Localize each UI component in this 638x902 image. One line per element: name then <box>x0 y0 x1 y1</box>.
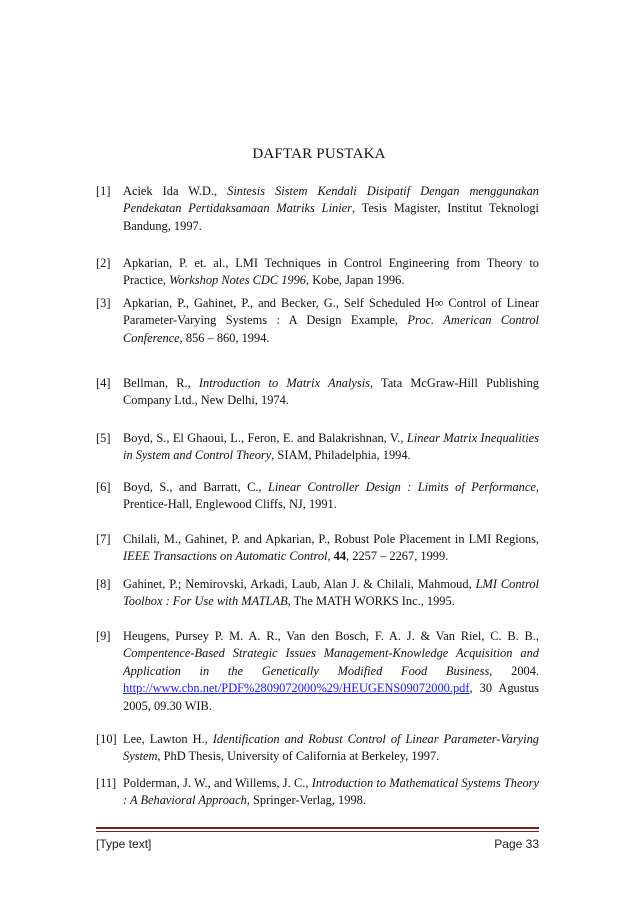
reference-segment: , PhD Thesis, University of California at Berkeley, 1997. <box>157 749 440 764</box>
reference-text <box>123 375 539 410</box>
reference-number: [7] <box>96 532 111 546</box>
reference-item <box>96 430 539 465</box>
reference-text <box>123 775 539 810</box>
reference-segment: Polderman, J. W., and Willems, J. C., <box>123 776 312 790</box>
reference-segment: Linear Matrix Inequalities in System and Control Theory <box>123 431 540 463</box>
reference-text <box>123 628 539 715</box>
footer-left-text: [Type text] <box>96 837 152 851</box>
reference-text <box>123 531 539 566</box>
footer-divider <box>96 827 539 829</box>
reference-segment: , 856 – 860, 1994. <box>179 330 270 345</box>
reference-text <box>123 430 539 465</box>
reference-segment: Proc. American Control Conference <box>123 313 539 345</box>
reference-segment: 44 <box>333 549 347 564</box>
reference-segment: LMI Control Toolbox : For Use with MATLAB <box>123 577 539 609</box>
reference-number: [4] <box>96 376 111 390</box>
reference-text <box>123 255 539 290</box>
reference-segment: , Tata McGraw-Hill Publishing Company Ltd., New Delhi, 1974. <box>123 376 539 408</box>
reference-segment: Heugens, Pursey P. M. A. R., Van den Bosch, F. A. J. & Van Riel, C. B. B., <box>123 629 539 643</box>
reference-segment: Introduction to Mathematical Systems Theory : A Behavioral Approach <box>123 776 540 808</box>
reference-number: [5] <box>96 431 111 445</box>
reference-segment: Introduction to Matrix Analysis <box>198 376 371 390</box>
reference-number: [8] <box>96 577 111 591</box>
reference-segment: Aciek Ida W.D., <box>123 184 228 198</box>
reference-number: [9] <box>96 629 111 643</box>
reference-segment: Compentence-Based Strategic Issues Management-Knowledge Acquisition and Application in the Genetically Modified Food Business <box>123 646 539 678</box>
footer-divider-thin <box>96 831 539 832</box>
reference-item <box>96 731 539 766</box>
reference-segment: , 30 Agustus 2005, 09.30 WIB. <box>123 681 539 713</box>
reference-segment: Chilali, M., Gahinet, P. and Apkarian, P., Robust Pole Placement in LMI Regions, <box>123 532 539 546</box>
reference-segment: , The MATH WORKS Inc., 1995. <box>287 594 455 609</box>
reference-text <box>123 479 539 514</box>
reference-item <box>96 479 539 514</box>
reference-segment: , 2004. <box>489 663 539 678</box>
reference-number: [11] <box>96 776 117 790</box>
reference-text <box>123 295 539 347</box>
reference-segment: Identification and Robust Control of Linear Parameter-Varying System <box>123 732 540 764</box>
reference-text <box>123 183 539 235</box>
reference-segment: , Springer-Verlag, 1998. <box>246 793 366 808</box>
reference-segment: Boyd, S., and Barratt, C., <box>123 480 268 494</box>
reference-segment: Sintesis Sistem Kendali Disipatif Dengan menggunakan Pendekatan Pertidaksamaan Matriks Linier <box>123 184 539 216</box>
reference-segment: , <box>327 549 334 564</box>
reference-segment: IEEE Transactions on Automatic Control <box>123 549 328 564</box>
reference-item <box>96 576 539 611</box>
reference-text <box>123 576 539 611</box>
reference-segment: , Kobe, Japan 1996. <box>306 273 405 288</box>
reference-item <box>96 775 539 810</box>
reference-text <box>123 731 539 766</box>
reference-segment: Apkarian, P., Gahinet, P., and Becker, G., Self Scheduled H∞ Control of Linear Parameter-Varying Systems : A Design Example, <box>123 296 539 328</box>
reference-item <box>96 628 539 715</box>
reference-number: [3] <box>96 296 111 310</box>
reference-segment: , SIAM, Philadelphia, 1994. <box>271 448 411 463</box>
reference-link[interactable]: http://www.cbn.net/PDF%2809072000%29/HEUGENS09072000.pdf <box>123 681 470 696</box>
reference-item <box>96 255 539 290</box>
page-number: Page 33 <box>494 837 539 851</box>
reference-segment: , Tesis Magister, Institut Teknologi Bandung, 1997. <box>123 201 539 233</box>
page-title: DAFTAR PUSTAKA <box>252 146 386 162</box>
reference-segment: Workshop Notes CDC 1996 <box>169 273 306 288</box>
reference-segment: Apkarian, P. et. al., LMI Techniques in Control Engineering from Theory to Practice, <box>123 256 539 288</box>
reference-item <box>96 375 539 410</box>
reference-item <box>96 295 539 347</box>
reference-segment: Linear Controller Design : Limits of Performance <box>267 480 536 494</box>
reference-number: [10] <box>96 732 117 746</box>
reference-number: [1] <box>96 184 111 198</box>
reference-item <box>96 531 539 566</box>
reference-segment: Lee, Lawton H., <box>123 732 213 746</box>
reference-segment: , 2257 – 2267, 1999. <box>346 549 449 564</box>
reference-segment: Gahinet, P.; Nemirovski, Arkadi, Laub, Alan J. & Chilali, Mahmoud, <box>123 577 476 591</box>
reference-segment: Bellman, R., <box>123 376 199 390</box>
reference-number: [2] <box>96 256 111 270</box>
reference-number: [6] <box>96 480 111 494</box>
reference-item <box>96 183 539 235</box>
reference-segment: , Prentice-Hall, Englewood Cliffs, NJ, 1991. <box>123 480 539 512</box>
reference-segment: Boyd, S., El Ghaoui, L., Feron, E. and Balakrishnan, V., <box>123 431 407 445</box>
